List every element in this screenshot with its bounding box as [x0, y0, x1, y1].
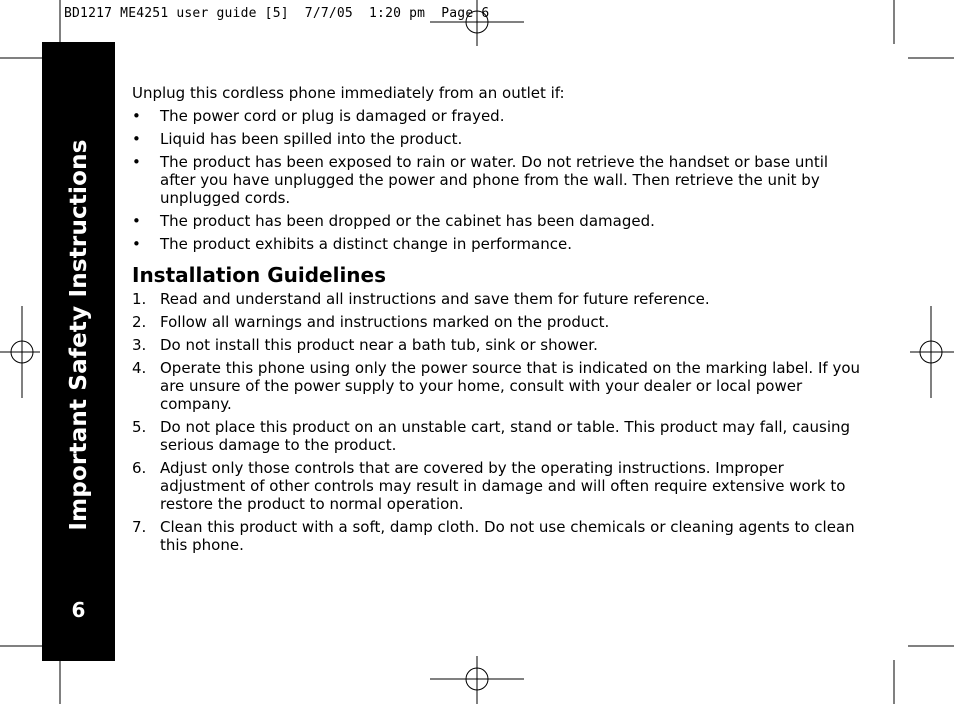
print-slug: BD1217 ME4251 user guide [5] 7/7/05 1:20 pm Page 6 [64, 6, 490, 21]
item-number: 7. [132, 518, 147, 536]
list-item-text: Liquid has been spilled into the product. [160, 130, 463, 148]
bullet-mark: • [132, 153, 141, 171]
list-item-text: The power cord or plug is damaged or frayed. [160, 107, 505, 125]
item-number: 3. [132, 336, 147, 354]
numbered-item [132, 313, 866, 331]
numbered-item [132, 290, 866, 308]
list-item [132, 212, 866, 230]
item-text: Do not install this product near a bath tub, sink or shower. [160, 336, 598, 354]
bullet-mark: • [132, 130, 141, 148]
list-item [132, 153, 866, 207]
item-number: 5. [132, 418, 147, 436]
item-number: 4. [132, 359, 147, 377]
list-item-text: The product exhibits a distinct change in performance. [160, 235, 572, 253]
item-number: 2. [132, 313, 147, 331]
main-content [132, 84, 866, 559]
item-number: 6. [132, 459, 147, 477]
item-text: Read and understand all instructions and save them for future reference. [160, 290, 710, 308]
bullet-mark: • [132, 107, 141, 125]
bullet-mark: • [132, 235, 141, 253]
numbered-item [132, 359, 866, 413]
item-number: 1. [132, 290, 147, 308]
section-title-vertical: Important Safety Instructions [65, 139, 92, 531]
numbered-item [132, 336, 866, 354]
item-text: Clean this product with a soft, damp cloth. Do not use chemicals or cleaning agents to clean this phone. [160, 518, 855, 554]
item-text: Do not place this product on an unstable cart, stand or table. This product may fall, causing serious damage to the product. [160, 418, 851, 454]
unplug-conditions-list [132, 107, 866, 253]
side-tab [42, 42, 115, 661]
page-number: 6 [71, 598, 86, 622]
numbered-item [132, 459, 866, 513]
item-text: Follow all warnings and instructions marked on the product. [160, 313, 610, 331]
item-text: Adjust only those controls that are covered by the operating instructions. Improper adjustment of other controls may result in damage and will often require extensive work to restore the product to normal operation. [160, 459, 846, 513]
section-heading: Installation Guidelines [132, 263, 387, 287]
intro-paragraph: Unplug this cordless phone immediately from an outlet if: [132, 84, 565, 102]
list-item-text: The product has been dropped or the cabinet has been damaged. [160, 212, 655, 230]
installation-guidelines-list [132, 290, 866, 554]
bullet-mark: • [132, 212, 141, 230]
numbered-item [132, 518, 866, 554]
list-item [132, 107, 866, 125]
list-item [132, 130, 866, 148]
list-item-text: The product has been exposed to rain or water. Do not retrieve the handset or base until after you have unplugged the power and phone from the wall. Then retrieve the unit by unplugged cords. [160, 153, 829, 207]
item-text: Operate this phone using only the power source that is indicated on the marking label. If you are unsure of the power supply to your home, consult with your dealer or local power company. [160, 359, 861, 413]
numbered-item [132, 418, 866, 454]
list-item [132, 235, 866, 253]
